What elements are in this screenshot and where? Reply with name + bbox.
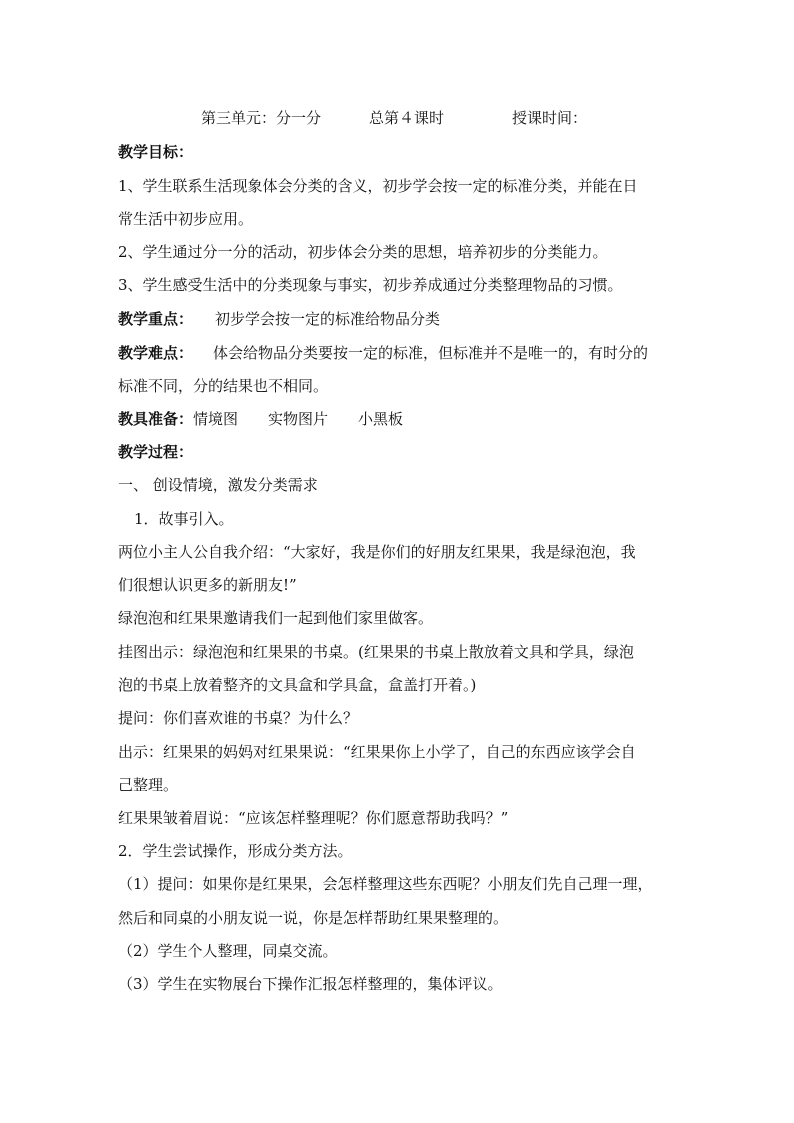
tools-text: 情境图 实物图片 小黑板: [193, 410, 404, 428]
goal-1-line-1: 1、学生联系生活现象体会分类的含义，初步学会按一定的标准分类，并能在日: [118, 177, 638, 195]
sub-step-1-line-1: （1）提问：如果你是红果果，会怎样整理这些东西呢？小朋友们先自己理一理，: [118, 875, 653, 893]
teaching-time-label: 授课时间：: [512, 109, 588, 127]
sub-step-2: （2）学生个人整理，同桌交流。: [118, 942, 338, 960]
step-2-title: 2．学生尝试操作，形成分类方法。: [118, 842, 353, 860]
difficulty-label: 教学难点：: [118, 344, 194, 362]
tools-label: 教具准备：: [118, 410, 194, 428]
process-heading: 教学过程：: [118, 443, 194, 461]
tools: [118, 409, 678, 429]
paragraph-intro-line-2: 们很想认识更多的新朋友!”: [118, 576, 297, 594]
goals-heading: 教学目标：: [118, 143, 194, 161]
difficulty-line-2: 标准不同，分的结果也不相同。: [118, 377, 329, 395]
paragraph-frown: 红果果皱着眉说：“应该怎样整理呢？你们愿意帮助我吗？”: [118, 809, 509, 827]
key-point: [118, 309, 678, 329]
key-point-label: 教学重点：: [118, 310, 194, 328]
sub-step-1-line-2: 然后和同桌的小朋友说一说，你是怎样帮助红果果整理的。: [118, 909, 509, 927]
paragraph-mother-line-2: 己整理。: [118, 776, 179, 794]
goal-2: 2、学生通过分一分的活动，初步体会分类的思想，培养初步的分类能力。: [118, 243, 608, 261]
goal-3: 3、学生感受生活中的分类现象与事实，初步养成通过分类整理物品的习惯。: [118, 276, 623, 294]
paragraph-question: 提问：你们喜欢谁的书桌？为什么？: [118, 709, 359, 727]
goal-1-line-2: 常生活中初步应用。: [118, 210, 254, 228]
paragraph-picture-line-1: 挂图出示：绿泡泡和红果果的书桌。(红果果的书桌上散放着文具和学具，绿泡: [118, 643, 634, 661]
difficulty-text-1: 体会给物品分类要按一定的标准，但标准并不是唯一的，有时分的: [213, 344, 649, 362]
lesson-number: 总第４课时: [369, 109, 445, 127]
sub-step-3: （3）学生在实物展台下操作汇报怎样整理的，集体评议。: [118, 975, 503, 993]
step-1-title: 1．故事引入。: [134, 510, 234, 528]
paragraph-mother-line-1: 出示：红果果的妈妈对红果果说：“红果果你上小学了，自己的东西应该学会自: [118, 743, 636, 761]
key-point-text: 初步学会按一定的标准给物品分类: [215, 310, 441, 328]
paragraph-invite: 绿泡泡和红果果邀请我们一起到他们家里做客。: [118, 609, 434, 627]
difficulty-line-1: [118, 343, 678, 363]
section-1-title: 一、 创设情境，激发分类需求: [118, 476, 318, 494]
paragraph-picture-line-2: 泡的书桌上放着整齐的文具盒和学具盒，盒盖打开着。): [118, 676, 477, 694]
paragraph-intro-line-1: 两位小主人公自我介绍：“大家好，我是你们的好朋友红果果，我是绿泡泡，我: [118, 543, 636, 561]
unit-title: 第三单元：分一分: [201, 109, 322, 127]
